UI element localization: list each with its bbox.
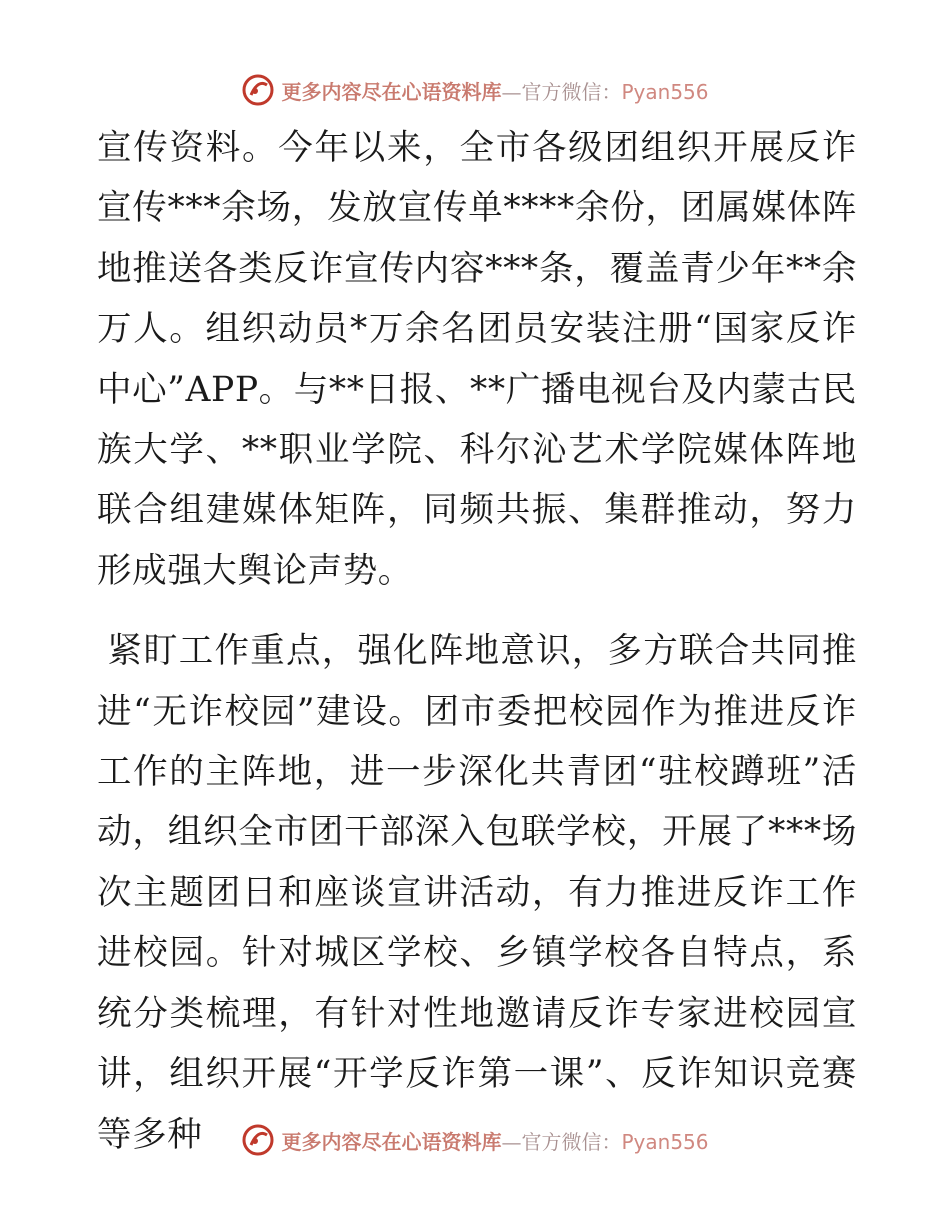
paragraph: 紧盯工作重点，强化阵地意识，多方联合共同推进“无诈校园”建设。团市委把校园作为推进反诈工作的主阵地，进一步深化共青团“驻校蹲班”活动，组织全市团干部深入包联学校，开展了***场次主题团日和座谈宣讲活动，有力推进反诈工作进校园。针对城区学校、乡镇学校各自特点，系统分类梳理，有针对性地邀请反诈专家进校园宣讲，组织开展“开学反诈第一课”、反诈知识竞赛等多种	[97, 631, 857, 1155]
watermark-text: 更多内容尽在心语资料库—官方微信：Pyan556	[281, 1129, 709, 1154]
watermark-logo-icon	[241, 73, 275, 107]
watermark-logo-icon	[241, 1123, 275, 1157]
paragraph: 宣传资料。今年以来，全市各级团组织开展反诈宣传***余场，发放宣传单****余份，团属媒体阵地推送各类反诈宣传内容***条，覆盖青少年**余万人。组织动员*万余名团员安装注册“国家反诈中心”APP。与**日报、**广播电视台及内蒙古民族大学、**职业学院、科尔沁艺术学院媒体阵地联合组建媒体矩阵，同频共振、集群推动，努力形成强大舆论声势。	[97, 128, 857, 591]
footer-watermark	[0, 1120, 950, 1160]
document-body	[97, 118, 857, 1165]
watermark-text: 更多内容尽在心语资料库—官方微信：Pyan556	[281, 79, 709, 104]
header-watermark	[0, 70, 950, 110]
